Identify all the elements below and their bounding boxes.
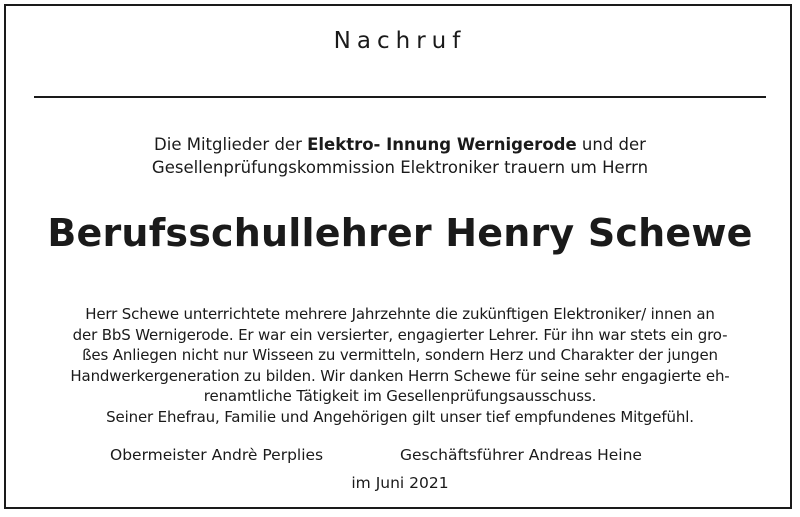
intro-line-2: Gesellenprüfungskommission Elektroniker trauern um Herrn xyxy=(151,158,649,177)
obituary-date: im Juni 2021 xyxy=(351,474,449,492)
signer-master: Obermeister Andrè Perplies xyxy=(110,446,324,464)
body-line: Herr Schewe unterrichtete mehrere Jahrzehnte die zukünftigen Elektroniker/ innen an xyxy=(85,305,715,323)
body-line: der BbS Wernigerode. Er war ein versierter, engagierter Lehrer. Für ihn war stets ein gro- xyxy=(72,325,728,344)
body-line: Seiner Ehefrau, Familie und Angehörigen gilt unser tief empfundenes Mitgefühl. xyxy=(106,407,694,426)
guild-name: Elektro- Innung Wernigerode xyxy=(307,135,577,154)
body-line: Handwerkergeneration zu bilden. Wir danken Herrn Schewe für seine sehr engagierte eh- xyxy=(70,366,730,385)
intro-text xyxy=(0,133,800,179)
body-line: renamtliche Tätigkeit im Gesellenprüfungsausschuss. xyxy=(203,387,597,405)
title-divider xyxy=(34,96,766,98)
intro-line-1 xyxy=(0,133,800,156)
body-line: ßes Anliegen nicht nur Wisseen zu vermitteln, sondern Herz und Charakter der jungen xyxy=(82,346,718,364)
obituary-title: Nachruf xyxy=(333,28,467,54)
intro-line-1-post: und der xyxy=(576,135,646,154)
signer-managing-director: Geschäftsführer Andreas Heine xyxy=(400,446,642,464)
deceased-name: Berufsschullehrer Henry Schewe xyxy=(47,211,753,255)
obituary-body xyxy=(0,304,800,427)
intro-line-1-pre: Die Mitglieder der xyxy=(154,135,308,154)
